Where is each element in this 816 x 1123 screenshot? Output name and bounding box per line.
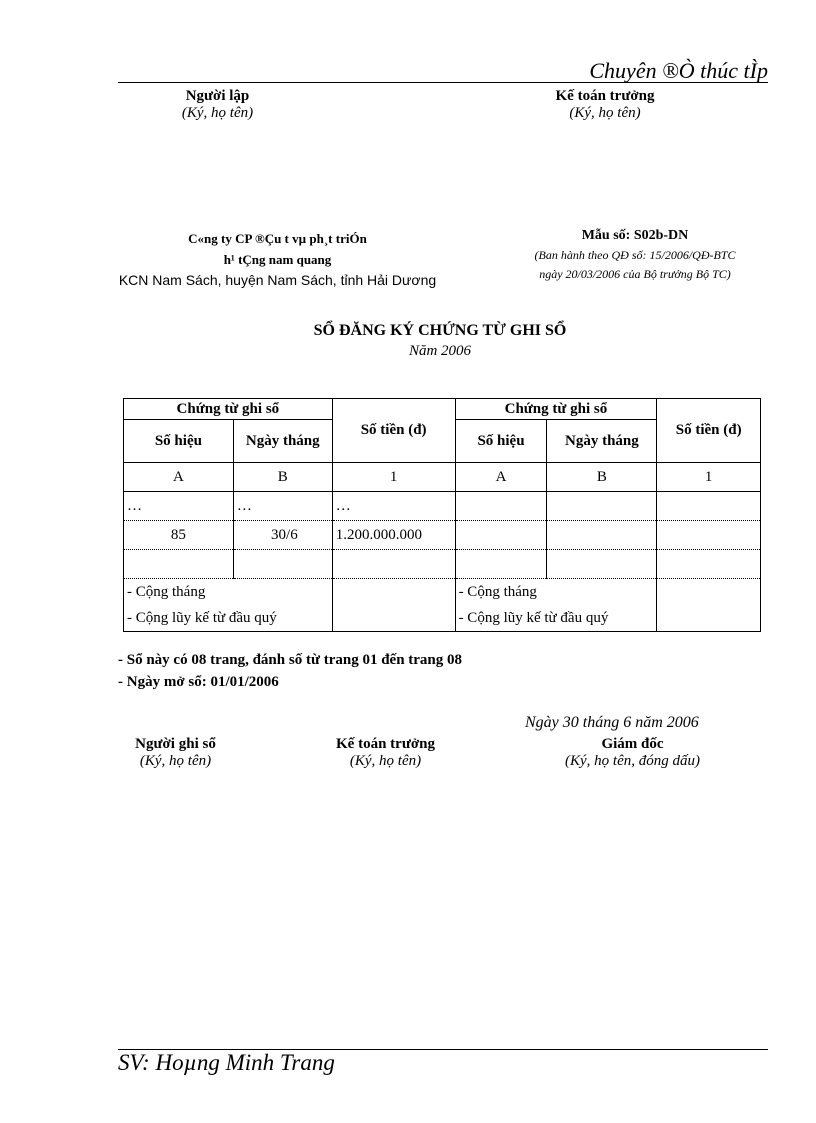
empty-cell xyxy=(332,550,455,579)
preparer-note: (Ký, họ tên) xyxy=(181,105,254,121)
col-amount-right: Số tiền (đ) xyxy=(657,399,761,463)
ellipsis-cell: … xyxy=(233,492,332,521)
bottom-signature-chief-accountant xyxy=(308,736,463,770)
col-date-left: Ngày tháng xyxy=(233,420,332,463)
empty-cell xyxy=(455,550,547,579)
empty-cell xyxy=(332,579,455,632)
header-divider xyxy=(118,82,768,83)
note-pages: - Sổ này có 08 trang, đánh số từ trang 01 đến trang 08 xyxy=(118,652,463,668)
code-1-left: 1 xyxy=(332,463,455,492)
col-number-right: Số hiệu xyxy=(455,420,547,463)
form-issued-line1: (Ban hành theo QĐ số: 15/2006/QĐ-BTC xyxy=(534,248,736,262)
empty-cell xyxy=(657,579,761,632)
table-row xyxy=(124,492,761,521)
group-header-left: Chứng từ ghi sổ xyxy=(124,399,333,420)
empty-cell xyxy=(455,521,547,550)
empty-cell xyxy=(547,521,657,550)
chief-accountant-note: (Ký, họ tên) xyxy=(569,105,641,121)
total-quarter-left: - Cộng lũy kế từ đầu quý xyxy=(127,610,277,626)
top-signature-chief-accountant xyxy=(525,88,685,122)
document-title-block xyxy=(240,320,640,360)
preparer-title: Người lập xyxy=(185,88,250,104)
empty-cell xyxy=(657,550,761,579)
code-a-right: A xyxy=(455,463,547,492)
company-block xyxy=(95,228,460,290)
code-a-left: A xyxy=(124,463,234,492)
top-signature-preparer xyxy=(150,88,285,122)
document-title: SỔ ĐĂNG KÝ CHỨNG TỪ GHI SỔ xyxy=(313,322,567,339)
signature-date: Ngày 30 tháng 6 năm 2006 xyxy=(525,714,699,731)
total-quarter-right: - Cộng lũy kế từ đầu quý xyxy=(458,610,609,626)
footer-student: SV: Hoµng Minh Trang xyxy=(118,1050,335,1075)
company-address: KCN Nam Sách, huyện Nam Sách, tỉnh Hải Dương xyxy=(118,272,437,288)
group-header-right: Chứng từ ghi sổ xyxy=(455,399,657,420)
code-b-left: B xyxy=(233,463,332,492)
col-amount-left: Số tiền (đ) xyxy=(332,399,455,463)
form-code: Mẫu số: S02b-DN xyxy=(581,228,689,243)
company-name-line2: h¹ tÇng nam quang xyxy=(223,252,332,267)
director-note: (Ký, họ tên, đóng dấu) xyxy=(565,753,700,769)
table-row xyxy=(124,550,761,579)
empty-cell xyxy=(547,550,657,579)
code-1-right: 1 xyxy=(657,463,761,492)
ellipsis-cell: … xyxy=(332,492,455,521)
form-issued-line2: ngày 20/03/2006 của Bộ trưởng Bộ TC) xyxy=(539,267,731,281)
totals-left xyxy=(124,579,333,632)
total-month-left: - Cộng tháng xyxy=(127,584,206,600)
col-date-right: Ngày tháng xyxy=(547,420,657,463)
chief-accountant-title: Kế toán trưởng xyxy=(555,88,655,104)
total-month-right: - Cộng tháng xyxy=(458,584,537,600)
empty-cell xyxy=(547,492,657,521)
note-open-date: - Ngày mở sổ: 01/01/2006 xyxy=(118,674,279,690)
bottom-signature-director xyxy=(530,736,735,770)
col-number-left: Số hiệu xyxy=(124,420,234,463)
ellipsis-cell: … xyxy=(124,492,234,521)
empty-cell xyxy=(455,492,547,521)
empty-cell xyxy=(233,550,332,579)
notes-block xyxy=(118,649,462,693)
bottom-chief-accountant-title: Kế toán trưởng xyxy=(336,736,435,752)
code-b-right: B xyxy=(547,463,657,492)
bottom-signature-recorder xyxy=(108,736,243,770)
table-total-row xyxy=(124,579,761,632)
director-title: Giám đốc xyxy=(601,736,664,752)
empty-cell xyxy=(657,521,761,550)
empty-cell xyxy=(657,492,761,521)
register-table xyxy=(123,398,761,632)
row-date: 30/6 xyxy=(233,521,332,550)
table-row xyxy=(124,521,761,550)
table-header-row-1 xyxy=(124,399,761,420)
recorder-note: (Ký, họ tên) xyxy=(139,753,212,769)
bottom-chief-accountant-note: (Ký, họ tên) xyxy=(349,753,422,769)
empty-cell xyxy=(124,550,234,579)
row-amount: 1.200.000.000 xyxy=(332,521,455,550)
header-title: Chuyên ®Ò thúc tÌp xyxy=(589,58,768,83)
company-name-line1: C«ng ty CP ®Çu t vµ ph¸t triÓn xyxy=(188,231,367,246)
row-number: 85 xyxy=(124,521,234,550)
totals-right xyxy=(455,579,657,632)
table-code-row xyxy=(124,463,761,492)
recorder-title: Người ghi sổ xyxy=(135,736,216,752)
document-year: Năm 2006 xyxy=(408,343,472,359)
form-code-block xyxy=(500,226,770,284)
